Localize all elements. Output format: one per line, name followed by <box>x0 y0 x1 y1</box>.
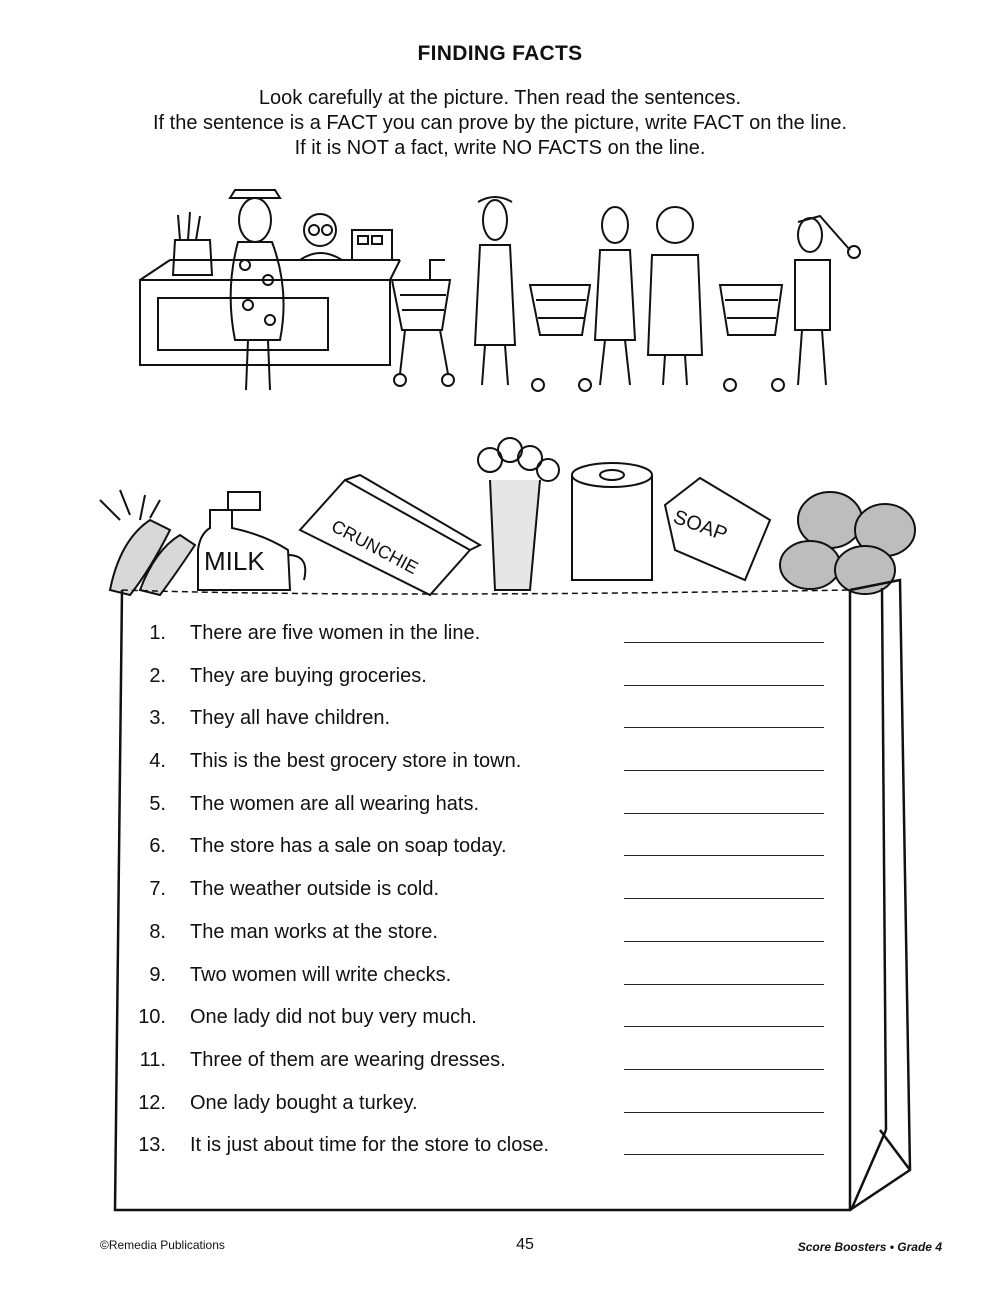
woman-with-stocking-cap <box>795 216 860 385</box>
question-item <box>128 661 848 704</box>
question-item <box>128 789 848 832</box>
question-item <box>128 1130 848 1173</box>
woman-with-beret <box>475 197 515 385</box>
instructions <box>0 86 1000 161</box>
book-title: Score Boosters • Grade 4 <box>797 1240 942 1254</box>
question-item <box>128 1002 848 1045</box>
answer-line[interactable] <box>624 642 824 643</box>
question-number: 1. <box>149 622 166 644</box>
page-title: FINDING FACTS <box>417 42 583 65</box>
question-text: They all have children. <box>190 707 391 730</box>
answer-line[interactable] <box>624 1069 824 1070</box>
question-item <box>128 874 848 917</box>
checkout-line-illustration <box>130 180 870 405</box>
question-number: 5. <box>149 792 166 815</box>
question-text: There are five women in the line. <box>190 622 481 644</box>
question-number: 3. <box>149 707 166 730</box>
shopping-cart-icon <box>392 260 454 386</box>
answer-line[interactable] <box>624 984 824 985</box>
answer-line[interactable] <box>624 1026 824 1027</box>
woman-at-counter <box>230 190 284 390</box>
question-text: The man works at the store. <box>190 920 438 943</box>
instruction-line-1: Look carefully at the picture. Then read the sentences. <box>258 87 742 109</box>
shopping-cart-icon <box>530 285 591 391</box>
question-item <box>128 831 848 874</box>
question-text: The women are all wearing hats. <box>190 792 480 815</box>
question-number: 12. <box>138 1091 166 1114</box>
question-item <box>128 1088 848 1131</box>
question-list <box>128 618 848 1173</box>
answer-line[interactable] <box>624 813 824 814</box>
paper-towel-icon <box>572 463 652 580</box>
cashier-man <box>300 214 342 260</box>
question-number: 4. <box>149 750 166 773</box>
answer-line[interactable] <box>624 1112 824 1113</box>
question-number: 9. <box>149 963 166 986</box>
answer-line[interactable] <box>624 685 824 686</box>
answer-line[interactable] <box>624 941 824 942</box>
woman-with-fur-hat <box>648 207 702 385</box>
question-item <box>128 1045 848 1088</box>
question-item <box>128 703 848 746</box>
question-number: 10. <box>138 1006 166 1029</box>
question-text: Two women will write checks. <box>190 963 452 986</box>
soap-label: SOAP <box>670 506 731 546</box>
answer-line[interactable] <box>624 898 824 899</box>
question-number: 2. <box>149 664 166 687</box>
question-number: 13. <box>138 1134 166 1157</box>
cereal-label: CRUNCHIE <box>328 515 422 579</box>
answer-line[interactable] <box>624 855 824 856</box>
soap-box-icon <box>665 478 770 580</box>
answer-line[interactable] <box>624 1154 824 1155</box>
publisher-credit: ©Remedia Publications <box>100 1238 225 1252</box>
question-item <box>128 746 848 789</box>
paper-bag-icon <box>173 240 212 275</box>
question-text: One lady did not buy very much. <box>190 1006 477 1029</box>
question-text: The store has a sale on soap today. <box>190 835 507 858</box>
celery-icon <box>478 438 559 590</box>
answer-line[interactable] <box>624 770 824 771</box>
question-item <box>128 960 848 1003</box>
question-text: The weather outside is cold. <box>190 878 440 901</box>
question-number: 7. <box>149 878 166 901</box>
question-item <box>128 917 848 960</box>
question-number: 8. <box>149 920 166 943</box>
woman-with-scarf <box>595 207 635 385</box>
instruction-line-2: If the sentence is a FACT you can prove by the picture, write FACT on the line. <box>152 112 848 134</box>
question-text: They are buying groceries. <box>190 664 427 687</box>
question-text: One lady bought a turkey. <box>190 1091 418 1114</box>
shopping-cart-icon <box>720 285 784 391</box>
page-number: 45 <box>516 1236 534 1253</box>
question-text: It is just about time for the store to close. <box>190 1134 550 1157</box>
question-number: 11. <box>139 1048 166 1071</box>
question-text: Three of them are wearing dresses. <box>190 1048 506 1071</box>
question-text: This is the best grocery store in town. <box>190 750 522 773</box>
answer-line[interactable] <box>624 727 824 728</box>
question-item <box>128 618 848 661</box>
instruction-line-3: If it is NOT a fact, write NO FACTS on the line. <box>294 137 706 159</box>
milk-label: MILK <box>204 546 265 576</box>
question-number: 6. <box>149 835 166 858</box>
